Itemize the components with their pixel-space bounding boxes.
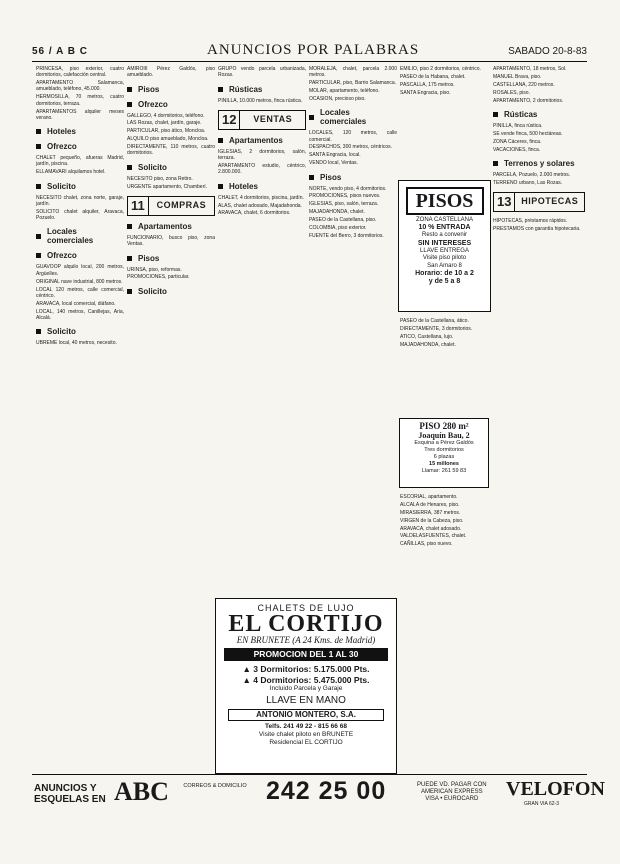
page-number: 56 / A B C [32,46,88,57]
classified-ad: UBREME local, 40 metros, necesito. [36,340,117,347]
ad-line: y de 5 a 8 [428,278,461,286]
classified-ad: CAÑILLAS, piso nuevo. [400,541,453,548]
ad-line: 6 plazas [433,454,455,460]
footer-slogan [34,783,106,805]
ad-line: 15 millones [429,461,459,467]
classified-ad: ARAVACA, chalet adosado. [400,525,462,532]
classified-ad: PROMOCIONES, particular. [127,274,190,281]
classified-ad: PASEO de la Habana, chalet. [400,73,466,80]
footer-line: AMERICAN EXPRESS [420,789,483,795]
classified-ad: DIRECTAMENTE, 110 metros, cuatro dormitorios. [127,144,215,157]
classified-ad: MAJADAHONDA, chalet. [400,341,456,348]
footer-phone: 242 25 00 [266,777,387,805]
classified-ad: PASCALLA, 175 metros. [400,81,455,88]
classified-ad: ARAVACA, local comercial, diáfano. [36,300,116,307]
classified-ad: VIRGEN de la Cabeza, piso. [400,517,464,524]
classified-ad: ORIGINAL nave industrial, 800 metros. [36,278,123,285]
classified-ad: PRESTAMOS con garantía hipotecaria. [493,225,581,232]
section-heading: Locales comerciales [36,227,124,245]
ad-line: Horario: de 10 a 2 [415,270,474,278]
classified-ad: ALAS, chalet adosado, Majadahonda. [218,202,302,209]
column-6 [493,66,585,770]
abc-logo: ABC [114,777,169,806]
classified-ad: NECESITO piso, zona Retiro. [127,175,193,182]
subsection-heading: Pisos [127,254,215,263]
classified-ad: APARTAMENTO, 2 dormitorios. [493,97,564,104]
ad-line: ZONA CASTELLANA [415,217,474,223]
classified-ad: FUENTE del Berro, 3 dormitorios. [309,232,384,239]
footer-line: PUEDE VD. PAGAR CON [417,782,487,788]
classified-ad: HERMOSILLA, 70 metros, cuatro dormitorios, terraza. [36,94,124,107]
ad-subtitle: Joaquín Bau, 2 [418,431,470,440]
ad-line: LLAVE EN MANO [266,695,346,706]
section-heading: Locales comerciales [309,108,397,126]
subsection-heading: Solicito [36,182,124,191]
section-heading: Apartamentos [218,136,306,145]
section-heading: Hoteles [36,127,124,136]
classified-ad: IGLESIAS, piso, salón, terraza. [309,201,379,208]
classified-ad: TERRENO urbano, Las Rozas. [493,179,563,186]
ad-line: San Amaro 8 [427,262,462,269]
column-5-bottom [400,494,488,772]
footer-payment [417,782,487,803]
classified-ad: ESCORIAL, apartamento. [400,494,458,500]
section-heading: Apartamentos [127,222,215,231]
classified-ad: PASEO de la Castellana, piso. [309,217,377,224]
classified-ad: SOLICITO chalet alquiler, Aravaca, Pozuelo. [36,208,124,222]
subsection-heading: Ofrezco [127,100,215,109]
ad-line: Visite chalet piloto en BRUNETE [258,731,354,738]
footer-line: VISA • EUROCARD [425,796,479,802]
classified-ad: VALDELASFUENTES, chalet. [400,533,467,540]
classified-ad: DIRECTAMENTE, 3 dormitorios. [400,325,473,332]
classified-ad: AMIROIII Pérez Galdós, piso amueblado. [127,66,215,79]
classified-ad: HIPOTECAS, préstamos rápidos. [493,218,568,225]
classified-ad: LAS Rozas, chalet, jardín, garaje. [127,120,202,127]
section-heading: Rústicas [493,110,585,119]
classified-ad: GUAVOOP alquilo local, 200 metros, Argüelles. [36,264,124,277]
classified-ad: SANTA Engracia, piso. [400,89,451,96]
classified-ad: PINILLA, 10.000 metros, finca rústica. [218,97,303,104]
classified-ad: URGENTE apartamento, Chamberí. [127,183,208,190]
classified-ad: ARAVACA, chalet, 6 dormitorios. [218,210,291,217]
classified-ad: CASTELLANA, 220 metros. [493,81,555,88]
classified-ad: MOLAR, apartamento, teléfono. [309,88,380,95]
ad-title: EL CORTIJO [228,611,384,637]
velofon-address: GRAN VIA 62-3 [524,801,560,807]
ad-line: Resto a convenir [421,232,468,239]
ad-line: EN BRUNETE (A 24 Kms. de Madrid) [236,635,376,645]
subsection-heading: Ofrezco [36,142,124,151]
classified-ad: LOCAL 120 metros, calle comercial, céntrico. [36,286,124,299]
footer-line: ANUNCIOS Y [34,783,97,794]
section-heading: Terrenos y solares [493,159,585,168]
classified-ad: PARCELA, Pozuelo, 2.000 metros. [493,171,571,178]
ad-line: Visite piso piloto [422,255,467,262]
column-5-top [400,66,488,178]
classified-ad: VACACIONES, finca. [493,146,541,153]
classified-ad: URINSA, piso, reformas. [127,266,182,273]
classified-ad: EMILIO, piso 2 dormitorios, céntrico. [400,66,481,72]
classified-ad: PROMOCIONES, pisos nuevos. [309,193,381,200]
promo-banner: PROMOCION DEL 1 AL 30 [224,648,388,661]
classified-ad: PARTICULAR, piso ático, Moncloa. [127,128,206,135]
subsection-heading: Solicito [36,327,124,336]
classified-ad: MANUEL Brava, piso. [493,73,542,80]
classified-ad: ROSALES, piso. [493,89,530,96]
classified-ad: ALQUILO piso amueblado, Moncloa. [127,136,209,143]
classified-ad: APARTAMENTO estudio, céntrico, 2.800.000. [218,163,306,176]
classified-ad: ELLAMAVARI alquilamos hotel. [36,169,106,176]
ad-line: Residencial EL CORTIJO [269,739,343,746]
ad-line: Tres dormitorios [424,447,464,453]
classified-ad: IGLESIAS, 2 dormitorios, salón, terraza. [218,148,306,162]
classified-ad: ALCALA de Henares, piso. [400,501,460,508]
subsection-heading: Ofrezco [36,251,124,260]
section-heading: Hoteles [218,182,306,191]
agent-name: ANTONIO MONTERO, S.A. [228,709,384,721]
ad-title: PISO 280 m² [419,421,469,431]
ad-line: CHALETS DE LUJO [257,603,355,613]
classified-ad: MIRASIERRA, 387 metros. [400,509,461,516]
classified-ad: PINILLA, finca rústica. [493,122,543,129]
price-line: ▲ 3 Dormitorios: 5.175.000 Pts. [242,664,370,674]
column-2 [127,66,215,770]
ad-line: Llamar: 261 59 83 [421,468,467,474]
classified-ad: FUNCIONARIO, busco piso, zona Ventas. [127,234,215,248]
column-3 [218,66,306,594]
ad-line: 10 % ENTRADA [418,224,471,232]
section-heading: Pisos [309,173,397,182]
classified-ad: NECESITO chalet, zona norte, garaje, jardín. [36,194,124,207]
classified-ad: NORTE, vendo piso, 4 dormitorios. [309,185,387,192]
classified-ad: APARTAMENTOS alquiler meses verano. [36,108,124,121]
category-box-hipotecas: 13 HIPOTECAS [493,192,585,212]
classified-ad: PRINCESA, piso exterior, cuatro dormitorios, calefacción central. [36,66,124,79]
classified-ad: ATICO, Castellana, lujo. [400,333,454,340]
classified-ad: MAJADAHONDA, chalet. [309,209,365,216]
subsection-heading: Solicito [127,287,215,296]
classified-ad: OCASION, precioso piso. [309,95,366,102]
page-footer [32,774,605,812]
classified-ad: GRUPO vendo parcela urbanizada, Rozas. [218,66,306,79]
classified-ad: SE vende finca, 500 hectáreas. [493,130,563,137]
classified-ad: MORALEJA, chalet, parcela 2.000 metros. [309,66,397,79]
pisos-logo: PISOS [406,187,484,215]
classified-ad: ZONA Cáceres, finca. [493,138,542,145]
page-title: ANUNCIOS POR PALABRAS [207,42,420,58]
classified-ad: CHALET pequeño, afueras Madrid, jardín, piscina. [36,155,124,168]
page-date: SABADO 20-8-83 [508,46,587,57]
category-box-ventas: 12 VENTAS [218,110,306,130]
piso-280-advertisement [399,418,489,488]
classified-ad: APARTAMENTO Salamanca, amueblado, teléfono, 45.000. [36,80,124,93]
classified-ad: LOCAL, 140 metros, Canillejas, Aria, Alcalá. [36,308,124,321]
section-heading: Rústicas [218,85,306,94]
ad-line: LLAVE ENTREGA [420,247,469,254]
classified-ad: VENDO local, Ventas. [309,160,358,167]
pisos-advertisement [398,180,491,312]
classified-ad: PASEO de la Castellana, ático. [400,318,469,324]
footer-correos: CORREOS & DOMICILIO [183,783,247,789]
subsection-heading: Solicito [127,163,215,172]
category-box-compras: 11 COMPRAS [127,196,215,216]
column-4 [309,66,397,594]
velofon-logo: VELOFON [506,778,605,800]
classified-ad: SANTA Engracia, local. [309,152,361,159]
column-5-mid [400,318,488,414]
classified-ad: APARTAMENTO, 18 metros, Sol. [493,66,567,72]
footer-line: ESQUELAS EN [34,794,106,805]
classified-ad: COLOMBIA, piso exterior. [309,224,367,231]
price-line: ▲ 4 Dormitorios: 5.475.000 Pts. [242,674,370,685]
section-heading: Pisos [127,85,215,94]
classified-ad: DESPACHOS, 300 metros, céntricos. [309,144,392,151]
ad-line: Esquina a Pérez Galdós [414,440,474,446]
classified-ad: CHALET, 4 dormitorios, piscina, jardín. [218,194,304,201]
classified-ad: GALLEGO, 4 dormitorios, teléfono. [127,112,205,119]
classified-ad: LOCALES, 120 metros, calle comercial. [309,130,397,143]
el-cortijo-advertisement [215,598,397,774]
page-header [32,42,587,62]
column-1 [36,66,124,770]
ad-line: SIN INTERESES [417,239,472,247]
ad-line: Incluido Parcela y Garaje [269,685,343,692]
phone-line: Telfs. 241 49 22 - 815 66 68 [265,723,347,730]
classified-ad: PARTICULAR, piso, Barrio Salamanca. [309,80,397,87]
